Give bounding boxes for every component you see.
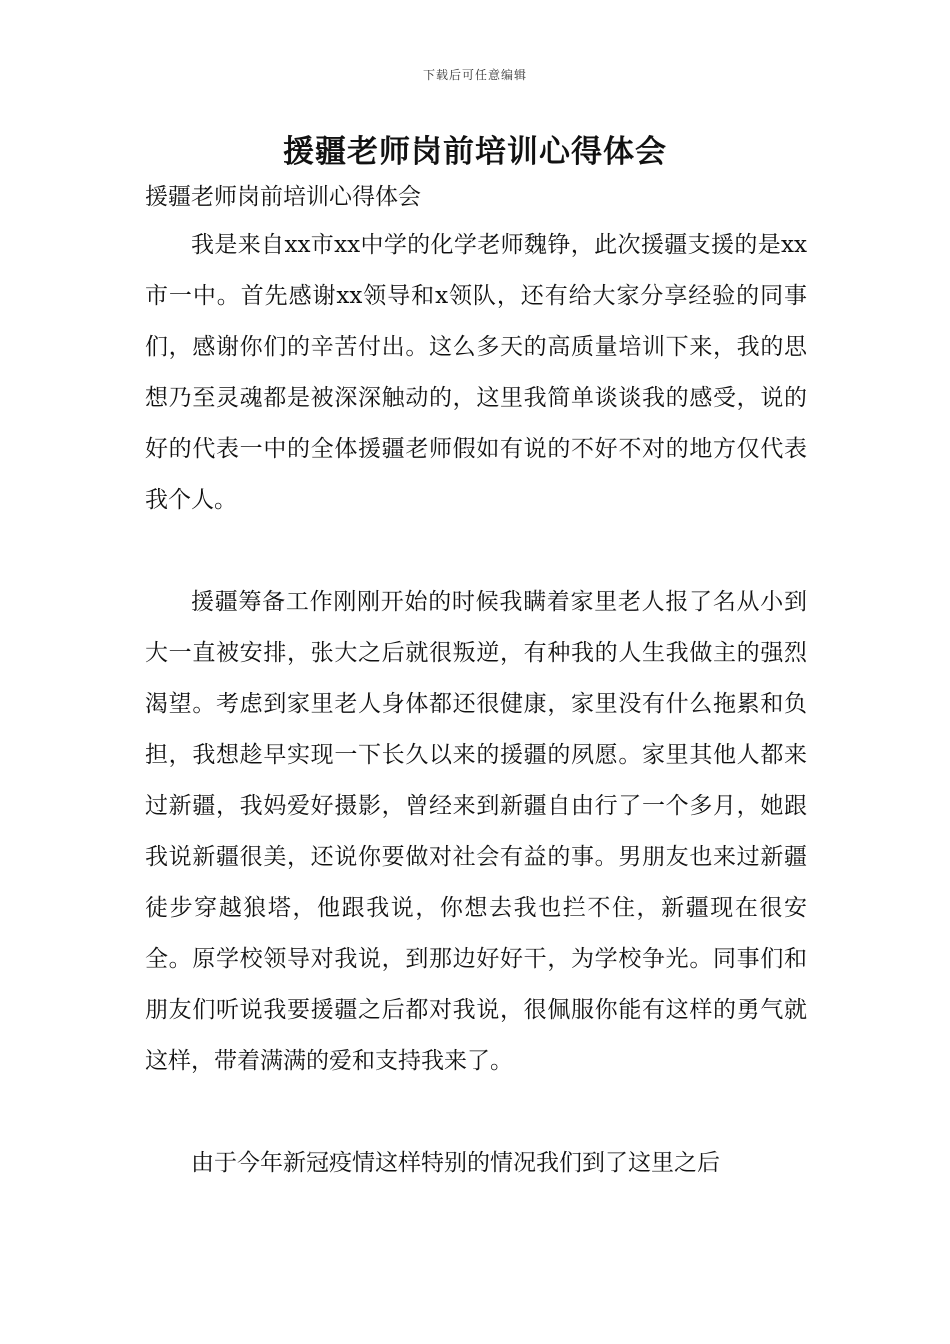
- paragraph-2: 援疆筹备工作刚刚开始的时候我瞒着家里老人报了名从小到大一直被安排，张大之后就很叛逆，有种我的人生我做主的强烈渴望。考虑到家里老人身体都还很健康，家里没有什么拖累和负担，我想趁早实现一下长久以来的援疆的夙愿。家里其他人都来过新疆，我妈爱好摄影，曾经来到新疆自由行了一个多月，她跟我说新疆很美，还说你要做对社会有益的事。男朋友也来过新疆徒步穿越狼塔，他跟我说，你想去我也拦不住，新疆现在很安全。原学校领导对我说，到那边好好干，为学校争光。同事们和朋友们听说我要援疆之后都对我说，很佩服你能有这样的勇气就这样，带着满满的爱和支持我来了。: [145, 589, 807, 1074]
- document-subtitle: 援疆老师岗前培训心得体会: [145, 184, 421, 210]
- paragraph-3: 由于今年新冠疫情这样特别的情况我们到了这里之后: [191, 1150, 720, 1176]
- paragraph-1: 我是来自xx市xx中学的化学老师魏铮，此次援疆支援的是xx市一中。首先感谢xx领导和x领队，还有给大家分享经验的同事们，感谢你们的辛苦付出。这么多天的高质量培训下来，我的思想乃至灵魂都是被深深触动的，这里我简单谈谈我的感受，说的好的代表一中的全体援疆老师假如有说的不好不对的地方仅代表我个人。: [145, 232, 807, 513]
- header-note: 下载后可任意编辑: [422, 68, 527, 82]
- document-title: 援疆老师岗前培训心得体会: [283, 134, 667, 170]
- document-body: [145, 178, 807, 1189]
